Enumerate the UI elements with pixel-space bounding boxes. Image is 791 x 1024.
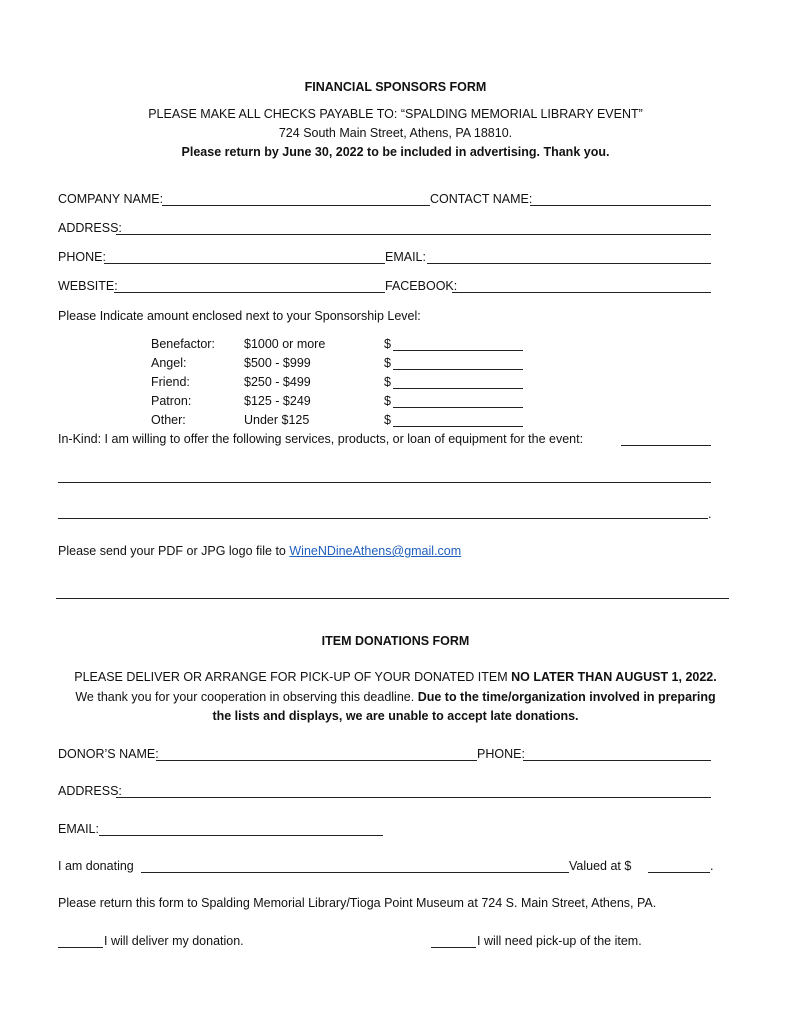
return-deadline-line <box>0 145 791 159</box>
inkind-field-3[interactable] <box>58 503 708 518</box>
thanks-line <box>0 690 791 704</box>
level-range: $1000 or more <box>244 337 326 351</box>
level-amount-line <box>393 407 523 408</box>
indicate-amount-text: Please Indicate amount enclosed next to your Sponsorship Level: <box>58 309 421 323</box>
valued-period: . <box>710 859 714 873</box>
level-range: $500 - $999 <box>244 356 311 370</box>
email-label: EMAIL: <box>385 250 426 264</box>
donations-form-title: ITEM DONATIONS FORM <box>321 634 470 648</box>
library-address-line: 724 South Main Street, Athens, PA 18810. <box>278 126 513 140</box>
late-donations-line: the lists and displays, we are unable to accept late donations. <box>212 709 579 723</box>
level-amount-line <box>393 369 523 370</box>
level-name: Patron: <box>151 394 192 408</box>
level-range: $250 - $499 <box>244 375 311 389</box>
phone-line <box>104 263 385 264</box>
donating-field[interactable] <box>141 857 569 872</box>
contact-name-label: CONTACT NAME: <box>430 192 533 206</box>
valued-label: Valued at $ <box>569 859 632 873</box>
inkind-end-period: . <box>708 507 712 521</box>
company-name-field[interactable] <box>162 190 430 205</box>
pickup-option-line <box>431 947 476 948</box>
friend-amount-field[interactable] <box>393 373 523 388</box>
valued-line <box>648 872 710 873</box>
donor-address-line <box>116 797 711 798</box>
donor-email-line <box>99 835 383 836</box>
deliver-option-label: I will deliver my donation. <box>104 934 244 948</box>
donor-phone-field[interactable] <box>523 745 711 760</box>
inkind-short-line <box>621 445 711 446</box>
website-field[interactable] <box>114 277 385 292</box>
address-field[interactable] <box>116 219 711 234</box>
thanks-bold: Due to the time/organization involved in preparing <box>417 690 716 704</box>
donating-line <box>141 872 569 873</box>
address-line <box>116 234 711 235</box>
inkind-line-2 <box>58 482 711 483</box>
email-field[interactable] <box>427 248 711 263</box>
donor-address-label: ADDRESS: <box>58 784 122 798</box>
level-amount-line <box>393 388 523 389</box>
level-amount-line <box>393 350 523 351</box>
donor-name-field[interactable] <box>156 745 477 760</box>
facebook-line <box>452 292 711 293</box>
return-deadline-bold: Please return by June 30, 2022 to be included in advertising <box>181 145 537 159</box>
level-amount-line <box>393 426 523 427</box>
website-label: WEBSITE: <box>58 279 118 293</box>
valued-field[interactable] <box>648 857 710 872</box>
financial-form-title: FINANCIAL SPONSORS FORM <box>304 80 487 94</box>
inkind-field-1[interactable] <box>621 430 711 445</box>
level-dollar-sign: $ <box>384 337 391 351</box>
donor-phone-label: PHONE: <box>477 747 525 761</box>
company-name-label: COMPANY NAME: <box>58 192 164 206</box>
contact-name-field[interactable] <box>530 190 711 205</box>
deliver-deadline-text: PLEASE DELIVER OR ARRANGE FOR PICK-UP OF YOUR DONATED ITEM <box>74 670 512 684</box>
inkind-line-3 <box>58 518 708 519</box>
address-label: ADDRESS: <box>58 221 122 235</box>
donor-email-label: EMAIL: <box>58 822 99 836</box>
inkind-text: In-Kind: I am willing to offer the following services, products, or loan of equipment for the event: <box>58 432 584 446</box>
patron-amount-field[interactable] <box>393 392 523 407</box>
logo-instruction-text: Please send your PDF or JPG logo file to <box>58 544 290 558</box>
level-dollar-sign: $ <box>384 413 391 427</box>
phone-field[interactable] <box>104 248 385 263</box>
level-name: Benefactor: <box>151 337 215 351</box>
deliver-option-field[interactable] <box>58 932 103 947</box>
return-instructions: Please return this form to Spalding Memorial Library/Tioga Point Museum at 724 S. Main Street, Athens, PA. <box>58 896 657 910</box>
deliver-option-line <box>58 947 103 948</box>
donor-phone-line <box>523 760 711 761</box>
company-name-line <box>162 205 430 206</box>
donor-email-field[interactable] <box>99 820 383 835</box>
facebook-field[interactable] <box>452 277 711 292</box>
phone-label: PHONE: <box>58 250 106 264</box>
benefactor-amount-field[interactable] <box>393 335 523 350</box>
contact-name-line <box>530 205 711 206</box>
facebook-label: FACEBOOK: <box>385 279 458 293</box>
payable-line: PLEASE MAKE ALL CHECKS PAYABLE TO: “SPALDING MEMORIAL LIBRARY EVENT” <box>148 107 643 121</box>
thanks-text: We thank you for your cooperation in observing this deadline. <box>75 690 418 704</box>
level-range: $125 - $249 <box>244 394 311 408</box>
deliver-deadline-line <box>0 670 791 684</box>
donor-address-field[interactable] <box>116 782 711 797</box>
angel-amount-field[interactable] <box>393 354 523 369</box>
inkind-field-2[interactable] <box>58 467 711 482</box>
level-name: Other: <box>151 413 186 427</box>
logo-email-link[interactable]: WineNDineAthens@gmail.com <box>289 544 462 558</box>
website-line <box>114 292 385 293</box>
pickup-option-label: I will need pick-up of the item. <box>477 934 642 948</box>
level-range: Under $125 <box>244 413 310 427</box>
level-name: Friend: <box>151 375 190 389</box>
email-line <box>427 263 711 264</box>
donor-name-label: DONOR’S NAME: <box>58 747 159 761</box>
level-dollar-sign: $ <box>384 375 391 389</box>
section-divider <box>56 598 729 599</box>
level-dollar-sign: $ <box>384 394 391 408</box>
level-name: Angel: <box>151 356 187 370</box>
level-dollar-sign: $ <box>384 356 391 370</box>
deliver-deadline-bold: NO LATER THAN AUGUST 1, 2022. <box>511 670 717 684</box>
pickup-option-field[interactable] <box>431 932 476 947</box>
other-amount-field[interactable] <box>393 411 523 426</box>
logo-instruction <box>58 543 461 559</box>
donating-label: I am donating <box>58 859 134 873</box>
return-deadline-tail: . Thank you. <box>536 145 610 159</box>
donor-name-line <box>156 760 477 761</box>
